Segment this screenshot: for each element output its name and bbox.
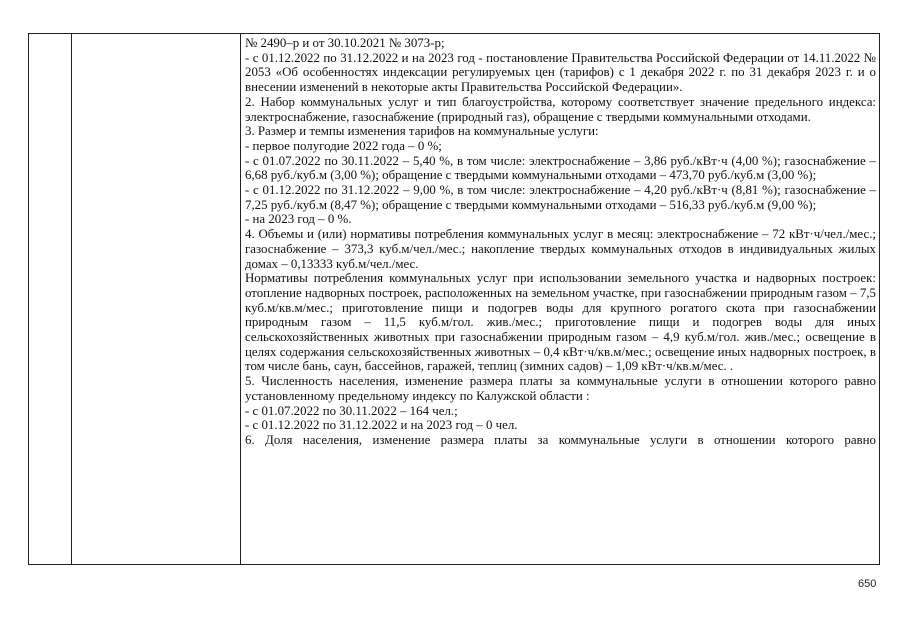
document-table <box>28 33 880 565</box>
paragraph: Нормативы потребления коммунальных услуг при использовании земельного участка и надворных построек: отопление надворных построек, расположенных на земельном участке, при газоснабжении природным газом – 7,5 куб.м/кв.м/мес.; приготовление пищи и подогрев воды для крупного рогатого скота при газоснабжении природным газом – 11,5 куб.м/гол. жив./мес.; приготовление пищи и подогрев воды для иных сельскохозяйственных животных при газоснабжении природным газом – 4,9 куб.м/гол. жив./мес.; освещение в целях содержания сельскохозяйственных животных – 0,4 кВт·ч/кв.м/мес.; освещение иных надворных построек, в том числе бань, саун, бассейнов, гаражей, теплиц (зимних садов) – 1,09 кВт·ч/кв.м/мес. . <box>245 271 876 374</box>
paragraph: - с 01.12.2022 по 31.12.2022 и на 2023 год – 0 чел. <box>245 418 518 433</box>
table-column-divider <box>71 34 72 564</box>
paragraph: № 2490–р и от 30.10.2021 № 3073-р; <box>245 36 445 50</box>
paragraph: - на 2023 год – 0 %. <box>245 212 352 227</box>
paragraph: - с 01.07.2022 по 30.11.2022 – 164 чел.; <box>245 403 458 418</box>
paragraph: - с 01.12.2022 по 31.12.2022 и на 2023 год - постановление Правительства Российской Федерации от 14.11.2022 № 2053 «Об особенностях индексации регулируемых цен (тарифов) с 1 декабря 2022 г. по 31 декабря 2023 г. и о внесении изменений в некоторые акты Правительства Российской Федерации». <box>245 50 876 95</box>
paragraph: 4. Объемы и (или) нормативы потребления коммунальных услуг в месяц: электроснабжение – 72 кВт·ч/чел./мес.; газоснабжение – 373,3 куб.м/чел./мес.; накопление твердых коммунальных отходов в индивидуальных жилых домах – 0,13333 куб.м/чел./мес. <box>245 227 876 271</box>
page-number: 650 <box>858 578 877 590</box>
paragraph: 6. Доля населения, изменение размера платы за коммунальные услуги в отношении которого равно <box>245 432 876 447</box>
paragraph: 3. Размер и темпы изменения тарифов на коммунальные услуги: <box>245 124 599 139</box>
paragraph: - первое полугодие 2022 года – 0 %; <box>245 138 442 153</box>
paragraph: 2. Набор коммунальных услуг и тип благоустройства, которому соответствует значение предельного индекса: электроснабжение, газоснабжение (природный газ), обращение с твердыми коммунальными отходами. <box>245 94 876 124</box>
paragraph: 5. Численность населения, изменение размера платы за коммунальные услуги в отношении которого равно установленному предельному индексу по Калужской области : <box>245 374 876 403</box>
table-text-cell <box>245 36 876 448</box>
paragraph: - с 01.12.2022 по 31.12.2022 – 9,00 %, в том числе: электроснабжение – 4,20 руб./кВт·ч (8,81 %); газоснабжение – 7,25 руб./куб.м (8,47 %); обращение с твердыми коммунальными отходами – 516,33 руб./куб.м (9,00 %); <box>245 183 876 212</box>
paragraph: - с 01.07.2022 по 30.11.2022 – 5,40 %, в том числе: электроснабжение – 3,86 руб./кВт·ч (4,00 %); газоснабжение – 6,68 руб./куб.м (3,00 %); обращение с твердыми коммунальными отходами – 473,70 руб./куб.м (3,00 %); <box>245 153 876 183</box>
table-column-divider <box>240 34 241 564</box>
